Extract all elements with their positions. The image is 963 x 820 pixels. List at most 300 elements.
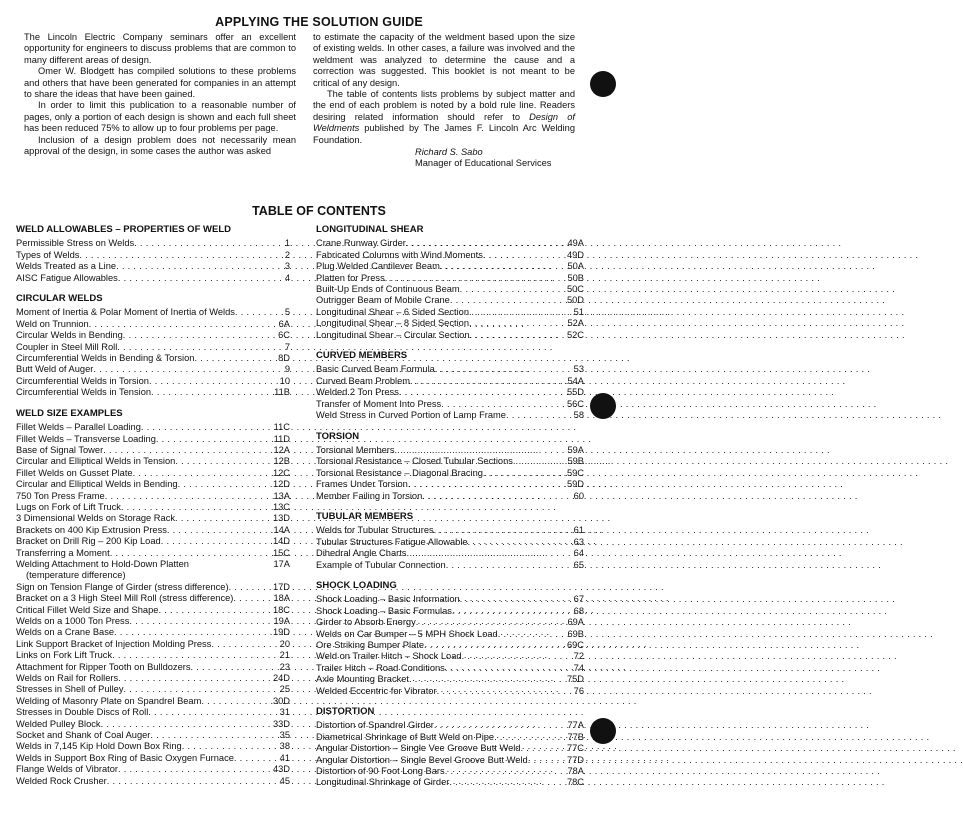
toc-entry-page: 72 xyxy=(573,651,584,662)
toc-leader-dots xyxy=(408,479,565,490)
toc-leader-dots xyxy=(175,456,271,467)
toc-entry-page: 13A xyxy=(273,490,290,501)
signature-title: Manager of Educational Services xyxy=(415,158,552,169)
toc-entry-label: Angular Distortion – Single Vee Groove Butt Weld xyxy=(316,743,521,754)
toc-entry-page: 50A xyxy=(567,261,584,272)
toc-entry-page: 4 xyxy=(284,272,290,283)
toc-leader-dots xyxy=(470,330,565,341)
toc-entry-page: 12A xyxy=(273,444,290,455)
toc-entry-label: Longitudinal Shear – 8 Sided Section xyxy=(316,318,469,329)
toc-leader-dots xyxy=(446,560,572,571)
toc-leader-dots xyxy=(211,639,277,650)
toc-entry-page: 19A xyxy=(273,616,290,626)
toc-entry-page: 45 xyxy=(279,775,290,786)
toc-section xyxy=(316,224,584,341)
toc-entry-label: Crane Runway Girder xyxy=(316,238,406,249)
toc-entry-page: 20 xyxy=(279,638,290,649)
toc-entry xyxy=(16,387,290,398)
toc-entry-page: 23 xyxy=(279,661,290,672)
toc-leader-dots xyxy=(435,364,572,375)
toc-entry-label: Fillet Welds – Transverse Loading xyxy=(16,433,156,444)
toc-leader-dots xyxy=(409,674,565,685)
toc-leader-dots xyxy=(105,491,272,502)
toc-leader-dots xyxy=(410,376,565,387)
toc-entry-label: Shock Loading – Basic Formulas xyxy=(316,605,452,616)
toc-entry-page: 49A xyxy=(567,238,584,249)
toc-entry-page: 59B xyxy=(567,456,584,467)
toc-entry xyxy=(316,273,584,284)
toc-section-title: TUBULAR MEMBERS xyxy=(316,510,414,522)
toc-entry xyxy=(16,719,290,730)
toc-entry-label: Butt Weld of Auger xyxy=(16,364,94,375)
toc-leader-dots xyxy=(385,273,566,284)
toc-leader-dots xyxy=(528,755,565,766)
toc-entry-label: Girder to Absorb Energy xyxy=(316,617,416,628)
toc-leader-dots xyxy=(112,650,278,661)
toc-entry-label: Torsional Resistance – Closed Tubular Sections xyxy=(316,456,513,467)
binder-hole xyxy=(590,71,616,97)
toc-entry-page: 77B xyxy=(567,731,584,742)
toc-entry-label: Built-Up Ends of Continuous Beam xyxy=(316,284,460,295)
toc-leader-dots xyxy=(116,261,283,272)
signature xyxy=(415,147,575,170)
toc-leader-dots xyxy=(133,468,271,479)
toc-entry xyxy=(316,479,584,490)
toc-title: TABLE OF CONTENTS xyxy=(252,204,386,218)
toc-entry-page: 31 xyxy=(279,707,290,718)
toc-entry-label: Member Failing in Torsion xyxy=(316,490,423,501)
toc-entry xyxy=(316,594,584,605)
toc-entry-page: 33D xyxy=(272,718,290,729)
toc-entry xyxy=(16,559,290,570)
book-title: Design of Weldments xyxy=(313,111,575,134)
toc-entry-page: 78C xyxy=(566,777,584,788)
toc-leader-dots xyxy=(520,743,564,754)
toc-entry-label: Circular and Elliptical Welds in Tension xyxy=(16,456,176,467)
toc-entry-label: Fabricated Columns with Wind Moments xyxy=(316,249,483,260)
toc-entry-page: 15C xyxy=(272,547,290,558)
toc-entry-page: 59C xyxy=(566,467,584,478)
toc-entry-label: 3 Dimensional Welds on Storage Rack xyxy=(16,513,175,524)
toc-entry-page: 12B xyxy=(273,456,290,467)
toc-entry xyxy=(16,753,290,764)
toc-entry-label: Axle Mounting Bracket xyxy=(316,674,410,685)
toc-entry xyxy=(316,560,584,571)
toc-entry xyxy=(316,674,584,685)
toc-entry xyxy=(16,364,290,375)
toc-entry xyxy=(316,491,584,502)
toc-leader-dots xyxy=(452,606,572,617)
toc-leader-dots xyxy=(399,387,565,398)
toc-entry xyxy=(16,502,290,513)
toc-entry xyxy=(316,261,584,272)
toc-entry xyxy=(16,684,290,695)
toc-entry xyxy=(16,776,290,787)
toc-section-title: CIRCULAR WELDS xyxy=(16,293,103,305)
toc-entry xyxy=(16,261,290,272)
toc-entry xyxy=(16,319,290,330)
toc-section-title: TORSION xyxy=(316,430,360,442)
toc-entry-label: Sign on Tension Flange of Girder (stress difference) xyxy=(16,581,229,592)
toc-section-title: CURVED MEMBERS xyxy=(316,350,408,362)
toc-leader-dots xyxy=(103,445,271,456)
toc-leader-dots xyxy=(434,720,566,731)
toc-entry-label: Welds for Tubular Structures xyxy=(316,525,434,536)
toc-entry-page: 7 xyxy=(284,341,290,352)
toc-entry xyxy=(16,376,290,387)
toc-entry-label: Welding Attachment to Hold-Down Platten xyxy=(16,558,189,569)
toc-section xyxy=(316,350,584,421)
toc-leader-dots xyxy=(161,536,271,547)
toc-entry xyxy=(16,673,290,684)
toc-entry xyxy=(316,238,584,249)
toc-section-title: WELD ALLOWABLES – PROPERTIES OF WELD xyxy=(16,224,231,235)
toc-entry-page: 50C xyxy=(566,284,584,295)
toc-entry-label: AISC Fatigue Allowables xyxy=(16,272,118,283)
toc-entry-label: Distortion of 90 Foot Long Bars xyxy=(316,766,445,777)
toc-leader-dots xyxy=(156,434,272,445)
toc-entry-label: Welded Rock Crusher xyxy=(16,775,107,786)
toc-leader-dots xyxy=(123,684,277,695)
toc-leader-dots xyxy=(441,399,565,410)
toc-leader-dots xyxy=(406,548,571,559)
toc-entry xyxy=(16,445,290,456)
toc-entry-subtitle: (temperature difference) xyxy=(26,570,126,581)
toc-leader-dots xyxy=(194,353,276,364)
toc-entry xyxy=(316,755,584,766)
toc-entry xyxy=(16,491,290,502)
toc-leader-dots xyxy=(110,548,271,559)
toc-entry-label: Dihedral Angle Charts xyxy=(316,548,407,559)
toc-section xyxy=(316,580,584,697)
toc-entry-page: 69A xyxy=(567,617,584,628)
intro-paragraph: Omer W. Blodgett has compiled solutions to these problems and others that have been generated for companies in an attempt to share the ideas that have been gained. xyxy=(24,66,296,100)
toc-leader-dots xyxy=(449,777,565,788)
toc-leader-dots xyxy=(483,250,565,261)
toc-entry-label: Lugs on Fork of Lift Truck xyxy=(16,501,121,512)
toc-entry-label: Circumferential Welds in Torsion xyxy=(16,375,149,386)
toc-leader-dots xyxy=(235,307,283,318)
toc-entry-page: 14D xyxy=(272,536,290,547)
toc-entry-label: Ore Striking Bumper Plate xyxy=(316,640,424,650)
binder-hole xyxy=(590,718,616,744)
toc-entry-page: 43D xyxy=(272,764,290,775)
toc-leader-dots xyxy=(422,491,571,502)
toc-leader-dots xyxy=(469,318,565,329)
toc-entry xyxy=(316,250,584,261)
toc-entry-page: 56C xyxy=(566,398,584,409)
toc-entry-page: 38 xyxy=(279,741,290,752)
toc-entry-label: Shock Loading – Basic Information xyxy=(316,594,460,605)
toc-entry-page: 41 xyxy=(279,752,290,763)
toc-entry xyxy=(16,548,290,559)
toc-entry-label: Basic Curved Beam Formula xyxy=(316,364,435,375)
toc-entry-page: 8D xyxy=(278,353,290,364)
toc-leader-dots xyxy=(450,295,565,306)
toc-entry xyxy=(316,766,584,777)
toc-entry-label: Stresses in Double Discs of Roll xyxy=(16,707,149,718)
toc-leader-dots xyxy=(121,502,271,513)
toc-leader-dots xyxy=(182,741,278,752)
toc-entry xyxy=(316,376,584,387)
toc-entry-page: 2 xyxy=(284,249,290,260)
toc-entry-label: Tubular Structures Fatigue Allowable xyxy=(316,536,468,547)
toc-entry-label: Welds on Car Bumper – 5 MPH Shock Load xyxy=(316,628,498,639)
toc-section-title: LONGITUDINAL SHEAR xyxy=(316,224,424,235)
toc-leader-dots xyxy=(151,387,272,398)
toc-entry xyxy=(316,456,584,467)
toc-entry xyxy=(16,307,290,318)
toc-entry xyxy=(16,536,290,547)
toc-entry-page: 3 xyxy=(284,261,290,272)
intro-paragraph: to estimate the capacity of the weldment based upon the size of existing welds. In other cases, a failure was involved and the weldment was analyzed to determine the cause and a correction was suggested. This booklet is not meant to be critical of any design. xyxy=(313,32,575,88)
toc-leader-dots xyxy=(494,732,565,743)
toc-leader-dots xyxy=(506,410,572,421)
toc-entry-page: 65 xyxy=(573,559,584,570)
toc-entry-page: 35 xyxy=(279,730,290,741)
toc-entry xyxy=(16,330,290,341)
toc-leader-dots xyxy=(462,651,572,662)
toc-leader-dots xyxy=(141,422,272,433)
toc-entry xyxy=(16,741,290,752)
toc-entry-label: Brackets on 400 Kip Extrusion Press xyxy=(16,524,167,535)
toc-entry xyxy=(16,250,290,261)
toc-leader-dots xyxy=(117,342,283,353)
toc-entry-page: 55D xyxy=(566,387,584,398)
toc-entry-page: 49D xyxy=(566,249,584,260)
toc-section-title: DISTORTION xyxy=(316,706,375,718)
toc-entry xyxy=(316,548,584,559)
toc-entry-label: Weld on Trunnion xyxy=(16,318,89,329)
toc-entry-label: Weld on Trailer Hitch – Shock Load xyxy=(316,651,462,662)
toc-entry-label: 750 Ton Press Frame xyxy=(16,490,105,501)
toc-entry-label: Circular and Elliptical Welds in Bending xyxy=(16,479,178,490)
toc-entry xyxy=(16,582,290,593)
intro-right-column xyxy=(313,32,575,170)
toc-entry-label: Angular Distortion – Single Bevel Groove Butt Weld xyxy=(316,754,528,765)
toc-entry xyxy=(316,617,584,628)
toc-leader-dots xyxy=(114,627,271,638)
toc-leader-dots xyxy=(107,776,278,787)
toc-entry-page: 13D xyxy=(272,513,290,524)
toc-entry-page: 17A xyxy=(273,558,290,569)
toc-entry xyxy=(316,445,584,456)
toc-entry-page: 52A xyxy=(567,318,584,329)
toc-leader-dots xyxy=(445,663,572,674)
toc-leader-dots xyxy=(440,261,566,272)
toc-entry-label: Transfer of Moment Into Press xyxy=(316,398,442,409)
toc-leader-dots xyxy=(201,696,271,707)
intro-paragraph: Inclusion of a design problem does not necessarily mean approval of the design, in some cases the author was asked xyxy=(24,134,296,157)
toc-entry-label: Curved Beam Problem xyxy=(316,375,411,386)
toc-entry-label: Welded Eccentric for Vibrator xyxy=(316,685,437,696)
toc-entry-page: 74 xyxy=(573,662,584,673)
intro-paragraph xyxy=(313,89,575,146)
toc-leader-dots xyxy=(498,629,566,640)
toc-entry-page: 13C xyxy=(272,501,290,512)
toc-section xyxy=(16,293,290,399)
toc-entry-label: Moment of Inertia & Polar Moment of Inertia of Welds xyxy=(16,307,235,318)
toc-entry xyxy=(316,743,584,754)
toc-entry-label: Welds on Rail for Rollers xyxy=(16,673,119,684)
intro-left-column xyxy=(24,32,296,157)
toc-entry-page: 11B xyxy=(274,387,290,398)
toc-entry-label: Longitudinal Shear – Circular Section xyxy=(316,329,470,340)
toc-entry-label: Circumferential Welds in Bending & Torsion xyxy=(16,353,195,364)
toc-entry-page: 21 xyxy=(279,650,290,661)
toc-entry-label: Welded 2 Ton Press xyxy=(316,387,399,398)
toc-leader-dots xyxy=(445,766,566,777)
toc-entry xyxy=(16,273,290,284)
toc-entry xyxy=(316,686,584,697)
toc-entry xyxy=(316,640,584,651)
toc-entry-page: 12D xyxy=(272,479,290,490)
toc-entry-page: 53 xyxy=(573,364,584,375)
toc-entry-page: 60 xyxy=(573,490,584,501)
intro-paragraph: In order to limit this publication to a reasonable number of pages, only a portion of each design is shown and each full sheet has been reduced 75% to allow up to four problems per page. xyxy=(24,100,296,134)
toc-leader-dots xyxy=(118,764,271,775)
toc-entry-page: 61 xyxy=(573,525,584,536)
toc-entry-label: Socket and Shank of Coal Auger xyxy=(16,730,151,741)
toc-entry xyxy=(16,342,290,353)
toc-leader-dots xyxy=(175,513,271,524)
toc-entry xyxy=(316,364,584,375)
toc-entry xyxy=(16,764,290,775)
toc-entry xyxy=(16,616,290,627)
toc-entry-label: Circular Welds in Bending xyxy=(16,330,123,341)
toc-entry-page: 68 xyxy=(573,605,584,616)
binder-hole xyxy=(590,393,616,419)
toc-leader-dots xyxy=(460,594,572,605)
toc-entry-label: Flange Welds of Vibrator xyxy=(16,764,118,775)
toc-entry-label: Stresses in Shell of Pulley xyxy=(16,684,124,695)
toc-entry xyxy=(16,479,290,490)
signature-name: Richard S. Sabo xyxy=(415,147,483,158)
toc-entry-label: Platten for Press xyxy=(316,272,385,283)
toc-entry-label: Attachment for Ripper Tooth on Bulldozers xyxy=(16,661,191,672)
toc-leader-dots xyxy=(89,319,277,330)
toc-entry-label: Types of Welds xyxy=(16,249,80,260)
toc-entry-page: 69C xyxy=(566,640,584,650)
toc-leader-dots xyxy=(149,376,278,387)
toc-entry xyxy=(316,410,584,421)
toc-entry-label: Torsional Members xyxy=(316,444,395,455)
toc-entry-page: 14A xyxy=(273,524,290,535)
toc-leader-dots xyxy=(460,284,565,295)
toc-entry-page: 1 xyxy=(284,238,290,249)
toc-leader-dots xyxy=(79,250,282,261)
toc-leader-dots xyxy=(513,456,566,467)
toc-leader-dots xyxy=(234,753,278,764)
toc-entry xyxy=(16,707,290,718)
toc-entry-label: Plug Welded Cantilever Beam xyxy=(316,261,440,272)
toc-entry-page: 5 xyxy=(284,307,290,318)
toc-leader-dots xyxy=(416,617,566,628)
toc-entry-label: Coupler in Steel Mill Roll xyxy=(16,341,118,352)
toc-leader-dots xyxy=(167,525,272,536)
toc-entry-page: 25 xyxy=(279,684,290,695)
toc-section xyxy=(316,431,584,502)
toc-entry xyxy=(16,513,290,524)
toc-entry-page: 11C xyxy=(273,422,290,433)
toc-entry-page: 67 xyxy=(573,594,584,605)
toc-entry xyxy=(16,639,290,650)
toc-entry-page: 12C xyxy=(272,467,290,478)
toc-section xyxy=(16,224,290,284)
toc-entry-page: 63 xyxy=(573,536,584,547)
toc-entry xyxy=(316,777,584,788)
toc-entry-label: Welds Treated as a Line xyxy=(16,261,117,272)
toc-entry-label: Permissible Stress on Welds xyxy=(16,238,135,249)
toc-entry-page: 11D xyxy=(273,433,290,444)
toc-entry-page: 59A xyxy=(567,444,584,455)
toc-section xyxy=(16,408,290,787)
toc-leader-dots xyxy=(118,273,283,284)
toc-entry-label: Welds in Support Box Ring of Basic Oxygen Furnace xyxy=(16,752,234,763)
toc-entry-page: 50B xyxy=(567,272,584,283)
toc-entry-label: Torsional Resistance – Diagonal Bracing xyxy=(316,467,483,478)
toc-entry-page: 6A xyxy=(278,318,290,329)
toc-entry-page: 64 xyxy=(573,548,584,559)
toc-entry xyxy=(316,732,584,743)
toc-entry-label: Link Support Bracket of Injection Molding Press xyxy=(16,638,212,649)
toc-leader-dots xyxy=(468,537,572,548)
toc-entry xyxy=(16,662,290,673)
toc-entry xyxy=(316,525,584,536)
intro-paragraph: The Lincoln Electric Company seminars offer an excellent opportunity for engineers to discuss problems that are common to many different areas of design. xyxy=(24,32,296,65)
toc-entry xyxy=(316,468,584,479)
toc-entry xyxy=(316,284,584,295)
toc-entry-label: Diametrical Shrinkage of Butt Weld on Pipe xyxy=(316,731,495,742)
toc-entry xyxy=(16,650,290,661)
toc-entry xyxy=(16,456,290,467)
toc-leader-dots xyxy=(469,307,572,318)
toc-entry-label: Bracket on a 3 High Steel Mill Roll (stress difference) xyxy=(16,593,234,604)
toc-leader-dots xyxy=(118,673,271,684)
toc-entry-label: Weld Stress in Curved Portion of Lamp Frame xyxy=(316,410,506,421)
toc-entry-label: Longitudinal Shear – 6 Sided Section xyxy=(316,306,469,317)
toc-entry xyxy=(316,720,584,731)
toc-entry xyxy=(16,422,290,433)
toc-entry-label: Welding of Masonry Plate on Spandrel Beam xyxy=(16,695,202,706)
toc-entry xyxy=(316,651,584,662)
toc-entry-label: Fillet Welds – Parallel Loading xyxy=(16,422,141,433)
toc-leader-dots xyxy=(191,662,278,673)
toc-leader-dots xyxy=(424,640,565,651)
toc-entry-page: 51 xyxy=(573,306,584,317)
toc-entry-page: 54A xyxy=(567,375,584,386)
toc-entry xyxy=(16,627,290,638)
toc-leader-dots xyxy=(93,364,282,375)
toc-entry xyxy=(16,593,290,604)
toc-entry-label: Distortion of Spandrel Girder xyxy=(316,720,434,731)
page-title: APPLYING THE SOLUTION GUIDE xyxy=(215,15,423,29)
toc-entry xyxy=(16,730,290,741)
toc-entry xyxy=(16,605,290,616)
toc-entry-page: 69B xyxy=(567,628,584,639)
toc-entry-page: 10 xyxy=(279,375,290,386)
toc-entry-label: Welded Pulley Block xyxy=(16,718,101,729)
toc-entry-page: 59D xyxy=(566,479,584,490)
toc-entry-page: 77D xyxy=(566,754,584,765)
toc-leader-dots xyxy=(395,445,566,456)
toc-leader-dots xyxy=(134,238,283,249)
toc-right-column xyxy=(316,224,584,798)
toc-section-title: WELD SIZE EXAMPLES xyxy=(16,407,123,419)
toc-entry-label: Example of Tubular Connection xyxy=(316,559,446,570)
toc-entry-page: 52C xyxy=(566,329,584,340)
toc-left-column xyxy=(16,224,290,796)
